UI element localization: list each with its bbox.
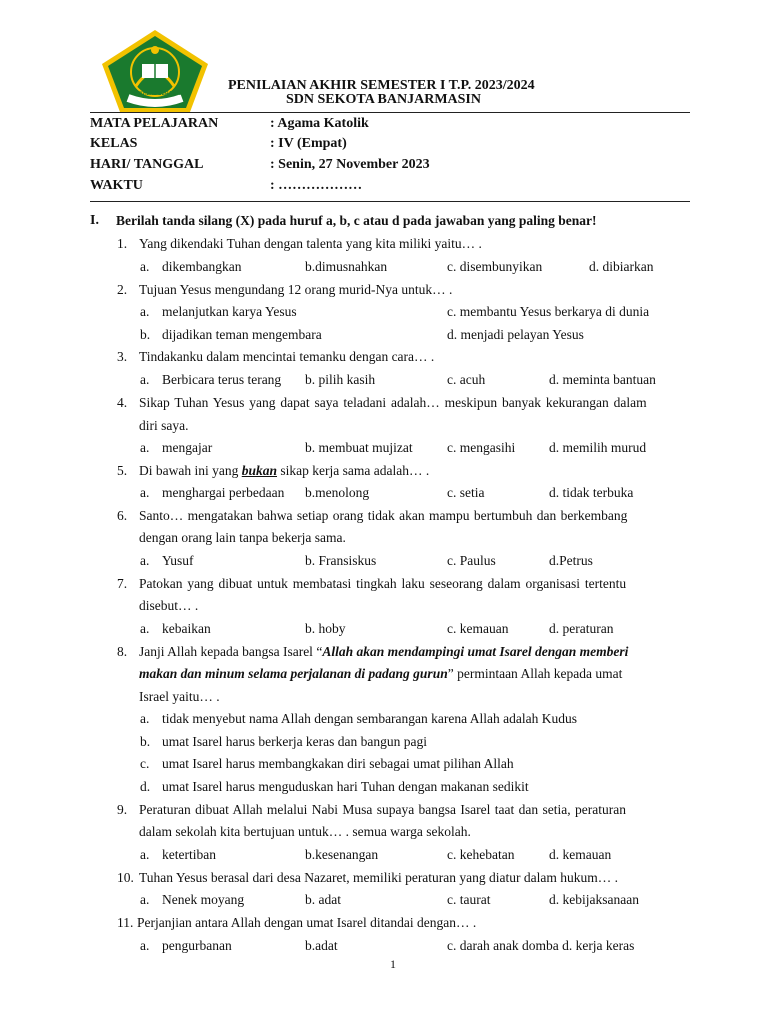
quote-text: makan dan minum selama perjalanan di padang gurun xyxy=(139,666,448,681)
section-instruction: Berilah tanda silang (X) pada huruf a, b, c atau d pada jawaban yang paling benar! xyxy=(116,213,597,228)
question-text-line2 xyxy=(139,666,622,682)
option-label: a. xyxy=(140,711,150,726)
option-label: a. xyxy=(140,938,150,953)
question-text: Yang dikendaki Tuhan dengan talenta yang kita miliki yaitu… . xyxy=(139,236,482,251)
question-number: 5. xyxy=(117,463,128,478)
question-text xyxy=(139,463,429,479)
question-number: 10. xyxy=(117,870,134,885)
option-text: d. tidak terbuka xyxy=(549,485,634,500)
option-text: menghargai perbedaan xyxy=(162,485,285,500)
option-text: b.menolong xyxy=(305,485,370,500)
question-number: 7. xyxy=(117,576,128,591)
question-number: 4. xyxy=(117,395,128,410)
option-text: b. pilih kasih xyxy=(305,372,376,387)
question-text: Tuhan Yesus berasal dari desa Nazaret, memiliki peraturan yang diatur dalam hukum… . xyxy=(139,870,619,885)
option-label: a. xyxy=(140,259,150,274)
option-text: umat Isarel harus berkerja keras dan bangun pagi xyxy=(162,734,428,749)
question-number: 1. xyxy=(117,236,128,251)
option-text: dijadikan teman mengembara xyxy=(162,327,322,342)
logo-text: IKHLAS BERAMAL xyxy=(138,91,183,97)
option-text: d. dibiarkan xyxy=(589,259,654,274)
option-text: melanjutkan karya Yesus xyxy=(162,304,297,319)
option-text: b.kesenangan xyxy=(305,847,379,862)
section-number: I. xyxy=(90,213,99,228)
option-text: c. acuh xyxy=(447,372,486,387)
option-text: d. menjadi pelayan Yesus xyxy=(447,327,584,342)
option-text: mengajar xyxy=(162,440,213,455)
option-text: c. kehebatan xyxy=(447,847,515,862)
question-text-post: ” permintaan Allah kepada umat xyxy=(447,666,623,681)
info-label-class: KELAS xyxy=(90,136,138,151)
question-text-line3: Israel yaitu… . xyxy=(139,689,220,704)
option-label: a. xyxy=(140,485,150,500)
page-number: 1 xyxy=(390,957,396,971)
question-text: Tujuan Yesus mengundang 12 orang murid-Nya untuk… . xyxy=(139,282,453,297)
question-text-line2: disebut… . xyxy=(139,598,199,613)
option-text: tidak menyebut nama Allah dengan sembarangan karena Allah adalah Kudus xyxy=(162,711,577,726)
option-label: b. xyxy=(140,734,151,749)
option-text: c. darah anak domba d. kerja keras xyxy=(447,938,635,953)
emphasis-word: bukan xyxy=(241,463,278,478)
option-label: d. xyxy=(140,779,151,794)
question-number: 2. xyxy=(117,282,128,297)
info-value-time: : ……………… xyxy=(270,178,363,193)
option-label: a. xyxy=(140,304,150,319)
question-text-line1 xyxy=(139,644,628,660)
option-text: d. kemauan xyxy=(549,847,612,862)
question-number: 8. xyxy=(117,644,128,659)
question-number: 11. xyxy=(117,915,134,930)
option-text: d.Petrus xyxy=(549,553,593,568)
option-label: a. xyxy=(140,553,150,568)
question-text: Tindakanku dalam mencintai temanku dengan cara… . xyxy=(139,349,435,364)
option-text: d. peraturan xyxy=(549,621,614,636)
option-text: Yusuf xyxy=(162,553,194,568)
header-rule-top xyxy=(90,112,690,113)
question-number: 9. xyxy=(117,802,128,817)
option-label: a. xyxy=(140,892,150,907)
option-text: d. kebijaksanaan xyxy=(549,892,639,907)
option-text: c. mengasihi xyxy=(447,440,516,455)
option-label: b. xyxy=(140,327,151,342)
question-text-line2: dalam sekolah kita bertujuan untuk… . semua warga sekolah. xyxy=(139,824,471,839)
info-value-subject: : Agama Katolik xyxy=(270,116,369,131)
option-text: c. membantu Yesus berkarya di dunia xyxy=(447,304,650,319)
option-label: a. xyxy=(140,440,150,455)
option-text: b. membuat mujizat xyxy=(305,440,413,455)
ministry-logo xyxy=(98,28,212,114)
option-text: c. Paulus xyxy=(447,553,496,568)
option-label: a. xyxy=(140,621,150,636)
option-text: c. setia xyxy=(447,485,485,500)
exam-title: PENILAIAN AKHIR SEMESTER I T.P. 2023/2024 xyxy=(228,78,535,93)
question-text-line2: diri saya. xyxy=(139,418,189,433)
question-text-line1: Santo… mengatakan bahwa setiap orang tidak akan mampu bertumbuh dan berkembang xyxy=(139,508,628,523)
option-text: b. adat xyxy=(305,892,341,907)
info-label-time: WAKTU xyxy=(90,178,143,193)
question-text-line2: dengan orang lain tanpa bekerja sama. xyxy=(139,530,346,545)
question-text-line1: Sikap Tuhan Yesus yang dapat saya teladani adalah… meskipun banyak kekurangan dalam xyxy=(139,395,647,410)
question-text-post: sikap kerja sama adalah… . xyxy=(277,463,430,478)
question-text-line1: Peraturan dibuat Allah melalui Nabi Musa supaya bangsa Isarel taat dan setia, peraturan xyxy=(139,802,626,817)
option-text: c. taurat xyxy=(447,892,491,907)
option-label: a. xyxy=(140,847,150,862)
question-number: 3. xyxy=(117,349,128,364)
question-text-pre: Janji Allah kepada bangsa Isarel “ xyxy=(139,644,323,659)
option-text: d. meminta bantuan xyxy=(549,372,656,387)
question-text-line1: Patokan yang dibuat untuk membatasi tingkah laku seseorang dalam organisasi tertentu xyxy=(139,576,627,591)
school-name: SDN SEKOTA BANJARMASIN xyxy=(286,92,481,107)
info-value-class: : IV (Empat) xyxy=(270,136,347,151)
option-text: ketertiban xyxy=(162,847,216,862)
option-text: b.adat xyxy=(305,938,338,953)
header-rule-bottom xyxy=(90,201,690,202)
option-text: umat Isarel harus menguduskan hari Tuhan dengan makanan sedikit xyxy=(162,779,529,794)
option-label: c. xyxy=(140,756,150,771)
option-text: umat Isarel harus membangkakan diri sebagai umat pilihan Allah xyxy=(162,756,514,771)
question-text-pre: Di bawah ini yang xyxy=(139,463,242,478)
option-text: c. kemauan xyxy=(447,621,509,636)
option-text: b. Fransiskus xyxy=(305,553,377,568)
question-number: 6. xyxy=(117,508,128,523)
option-text: c. disembunyikan xyxy=(447,259,543,274)
option-text: dikembangkan xyxy=(162,259,242,274)
info-label-subject: MATA PELAJARAN xyxy=(90,116,219,131)
info-value-date: : Senin, 27 November 2023 xyxy=(270,157,430,172)
quote-text: Allah akan mendampingi umat Isarel dengan memberi xyxy=(322,644,629,659)
info-label-date: HARI/ TANGGAL xyxy=(90,157,204,172)
option-text: b. hoby xyxy=(305,621,346,636)
option-text: b.dimusnahkan xyxy=(305,259,388,274)
option-text: d. memilih murud xyxy=(549,440,647,455)
option-text: Nenek moyang xyxy=(162,892,245,907)
option-text: pengurbanan xyxy=(162,938,232,953)
option-label: a. xyxy=(140,372,150,387)
question-text: Perjanjian antara Allah dengan umat Isarel ditandai dengan… . xyxy=(137,915,477,930)
option-text: Berbicara terus terang xyxy=(162,372,282,387)
option-text: kebaikan xyxy=(162,621,211,636)
